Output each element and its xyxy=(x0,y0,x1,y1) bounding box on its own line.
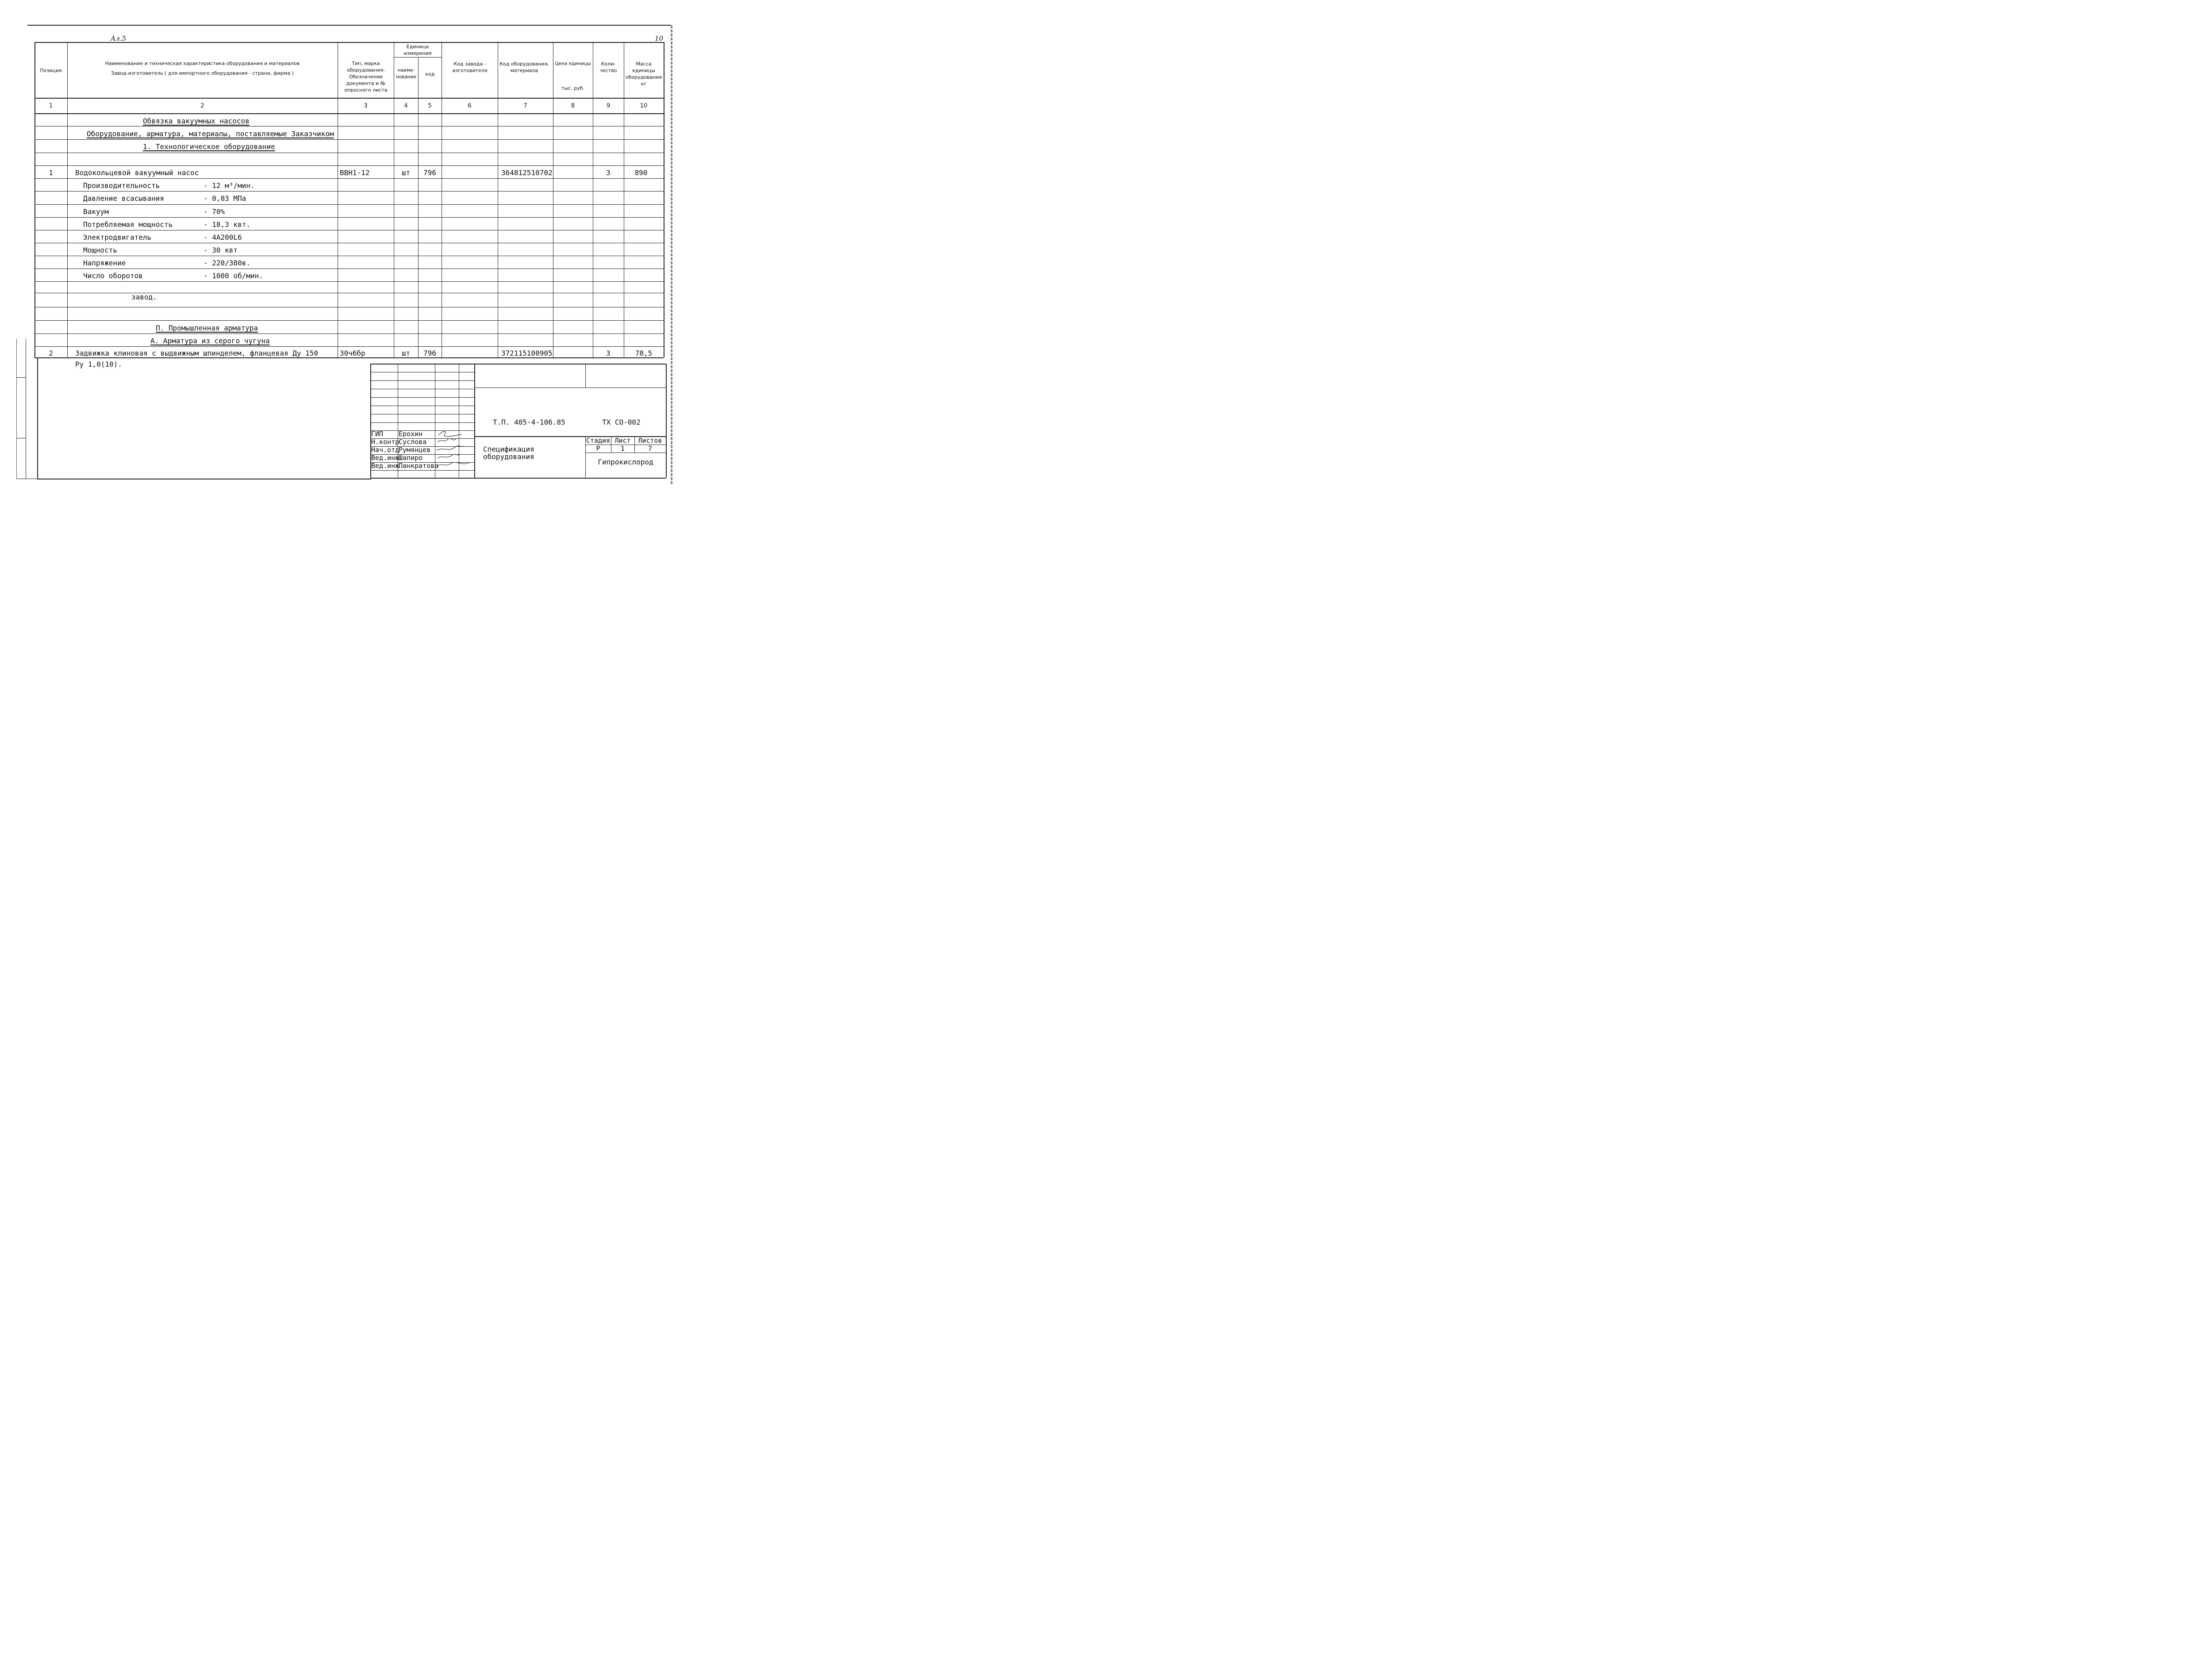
row-line xyxy=(35,268,664,269)
item1-unit: шт xyxy=(401,169,411,177)
item2-type: 30ч6бр xyxy=(340,349,365,357)
sheet-value: 1 xyxy=(620,445,625,453)
header-unit-group: Единица измерения xyxy=(403,44,432,56)
doc-code: ТХ СО-002 xyxy=(602,418,641,426)
header-price: Цена единицы xyxy=(555,61,591,66)
frame-left xyxy=(37,357,38,479)
section-vacuum-piping: Обвязка вакуумных насосов xyxy=(143,117,250,125)
item2-equipment-code: 372115100905 xyxy=(501,349,553,357)
signature-role: Нач.отд xyxy=(371,446,399,454)
spec-label: Вакуум xyxy=(83,207,109,216)
spec-value: - 30 квт xyxy=(204,246,238,254)
item1-unit-code: 796 xyxy=(423,169,436,177)
spec-label: Потребляемая мощность xyxy=(83,220,173,229)
signature-name: Суслова xyxy=(399,438,427,446)
colnum: 7 xyxy=(523,103,527,109)
tb-line xyxy=(585,364,586,387)
colnum: 9 xyxy=(606,103,611,109)
item2-name-cont: Ру 1,0(10). xyxy=(75,360,122,368)
sheets-label: Листов xyxy=(638,437,662,445)
top-rule xyxy=(27,25,671,26)
header-bottom-line xyxy=(35,98,664,99)
stage-label: Стадия xyxy=(586,437,611,445)
page-number: 10 xyxy=(655,35,664,42)
spec-label: Производительность xyxy=(83,181,160,190)
colnum: 3 xyxy=(364,103,368,109)
signature-role: Вед.инж xyxy=(371,462,399,470)
signature-role: Вед.инж xyxy=(371,454,399,462)
spec-value: - 18,3 квт. xyxy=(204,220,250,229)
col-line xyxy=(67,42,68,357)
sheets-value: 7 xyxy=(648,445,653,453)
stage-value: Р xyxy=(596,445,600,453)
right-rule xyxy=(671,26,672,484)
row-line xyxy=(35,281,664,282)
signature-role: Н.контр xyxy=(371,438,399,446)
colnum: 2 xyxy=(200,103,204,109)
col-line xyxy=(418,57,419,357)
header-equipment-code: Код оборудования, материала xyxy=(499,61,549,73)
item2-position: 2 xyxy=(49,349,53,357)
header-position: Позиция xyxy=(40,68,62,73)
section-industrial-valves: П. Промышленная арматура xyxy=(156,324,258,332)
item2-name: Задвижка клиновая с выдвижным шпинделем, фланцевая Ду 150 xyxy=(75,349,319,357)
item2-unit-code: 796 xyxy=(423,349,436,357)
spec-value: - 12 м³/мин. xyxy=(204,181,255,190)
row-line xyxy=(35,139,664,140)
signature-name: Румянцев xyxy=(399,446,431,454)
header-name-line2: Завод-изготовитель ( для импортного оборудования - страна, фирма ) xyxy=(111,70,294,76)
signature-scribbles xyxy=(435,429,475,471)
spec-value: - 70% xyxy=(204,207,225,216)
spec-label: Мощность xyxy=(83,246,118,254)
header-unit-name: наиме-нование xyxy=(396,68,417,80)
doc-number: Т.П. 405-4-106.85 xyxy=(493,418,565,426)
item2-unit: шт xyxy=(401,349,411,357)
item1-position: 1 xyxy=(49,169,53,177)
spec-label: Электродвигатель xyxy=(83,233,152,242)
tb-line xyxy=(666,364,667,478)
organization: Гипрокислород xyxy=(598,458,653,466)
header-unit-code: код xyxy=(425,71,435,77)
tb-line xyxy=(370,478,666,479)
strip-line xyxy=(16,377,26,378)
header-mass: Масса единицы оборудования кг xyxy=(625,61,662,87)
doc-title: Спецификация оборудования xyxy=(483,445,534,461)
signature-name: Шапиро xyxy=(399,454,423,462)
row-line xyxy=(35,178,664,179)
section-customer-supplied: Оборудование, арматура, материалы, поставляемые Заказчиком xyxy=(87,130,334,138)
row-line xyxy=(35,165,664,166)
header-name-line1: Наименование и техническая характеристика оборудования и материалов xyxy=(105,61,300,66)
row-line xyxy=(35,320,664,321)
spec-value: - 0,03 МПа xyxy=(204,194,246,203)
section-tech-equipment: 1. Технологическое оборудование xyxy=(143,142,275,151)
signature-role: ГИП xyxy=(371,430,384,438)
header-factory-code: Код завода - изготовителя xyxy=(452,61,488,73)
item2-quantity: 3 xyxy=(606,349,611,357)
sheet-label: Лист xyxy=(614,437,631,445)
colnum: 8 xyxy=(571,103,575,109)
row-line xyxy=(35,204,664,205)
header-type: Тип, марка оборудования. Обозначение документа и № опросного листа xyxy=(344,61,388,93)
strip-line xyxy=(16,339,17,479)
colnum: 6 xyxy=(468,103,472,109)
item1-mass: 890 xyxy=(634,169,648,177)
colnum: 1 xyxy=(49,103,53,109)
colnum: 10 xyxy=(640,103,648,109)
row-line xyxy=(35,346,664,347)
spec-value: - 4А200L6 xyxy=(204,233,242,242)
item1-type: ВВН1-12 xyxy=(340,169,370,177)
section-grey-cast-iron: А. Арматура из серого чугуна xyxy=(150,337,270,345)
sheet-ref-marker: Ал.5 xyxy=(111,35,127,42)
spec-value: - 220/380в. xyxy=(204,259,250,267)
spec-label: Число оборотов xyxy=(83,272,143,280)
spec-value: - 1000 об/мин. xyxy=(204,272,263,280)
tb-line xyxy=(474,387,666,388)
factory-label: завод. xyxy=(131,293,157,301)
colnum: 5 xyxy=(428,103,432,109)
unit-group-line xyxy=(394,57,442,58)
item1-equipment-code: 364812510702 xyxy=(501,169,553,177)
item1-name: Водокольцевой вакуумный насос xyxy=(75,169,199,177)
spec-label: Давление всасывания xyxy=(83,194,165,203)
header-quantity: Коли-чество xyxy=(599,61,617,73)
colnum: 4 xyxy=(404,103,408,109)
header-price-unit: тыс. руб. xyxy=(561,85,584,91)
table-top-line xyxy=(35,42,664,43)
row-line xyxy=(35,217,664,218)
item1-quantity: 3 xyxy=(606,169,611,177)
signature-name: Панкратова xyxy=(399,462,439,470)
signature-name: Ерохин xyxy=(399,430,423,438)
item2-mass: 78,5 xyxy=(635,349,653,357)
colnum-bottom-line xyxy=(35,113,664,114)
spec-label: Напряжение xyxy=(83,259,126,267)
row-line xyxy=(35,126,664,127)
row-line xyxy=(35,191,664,192)
